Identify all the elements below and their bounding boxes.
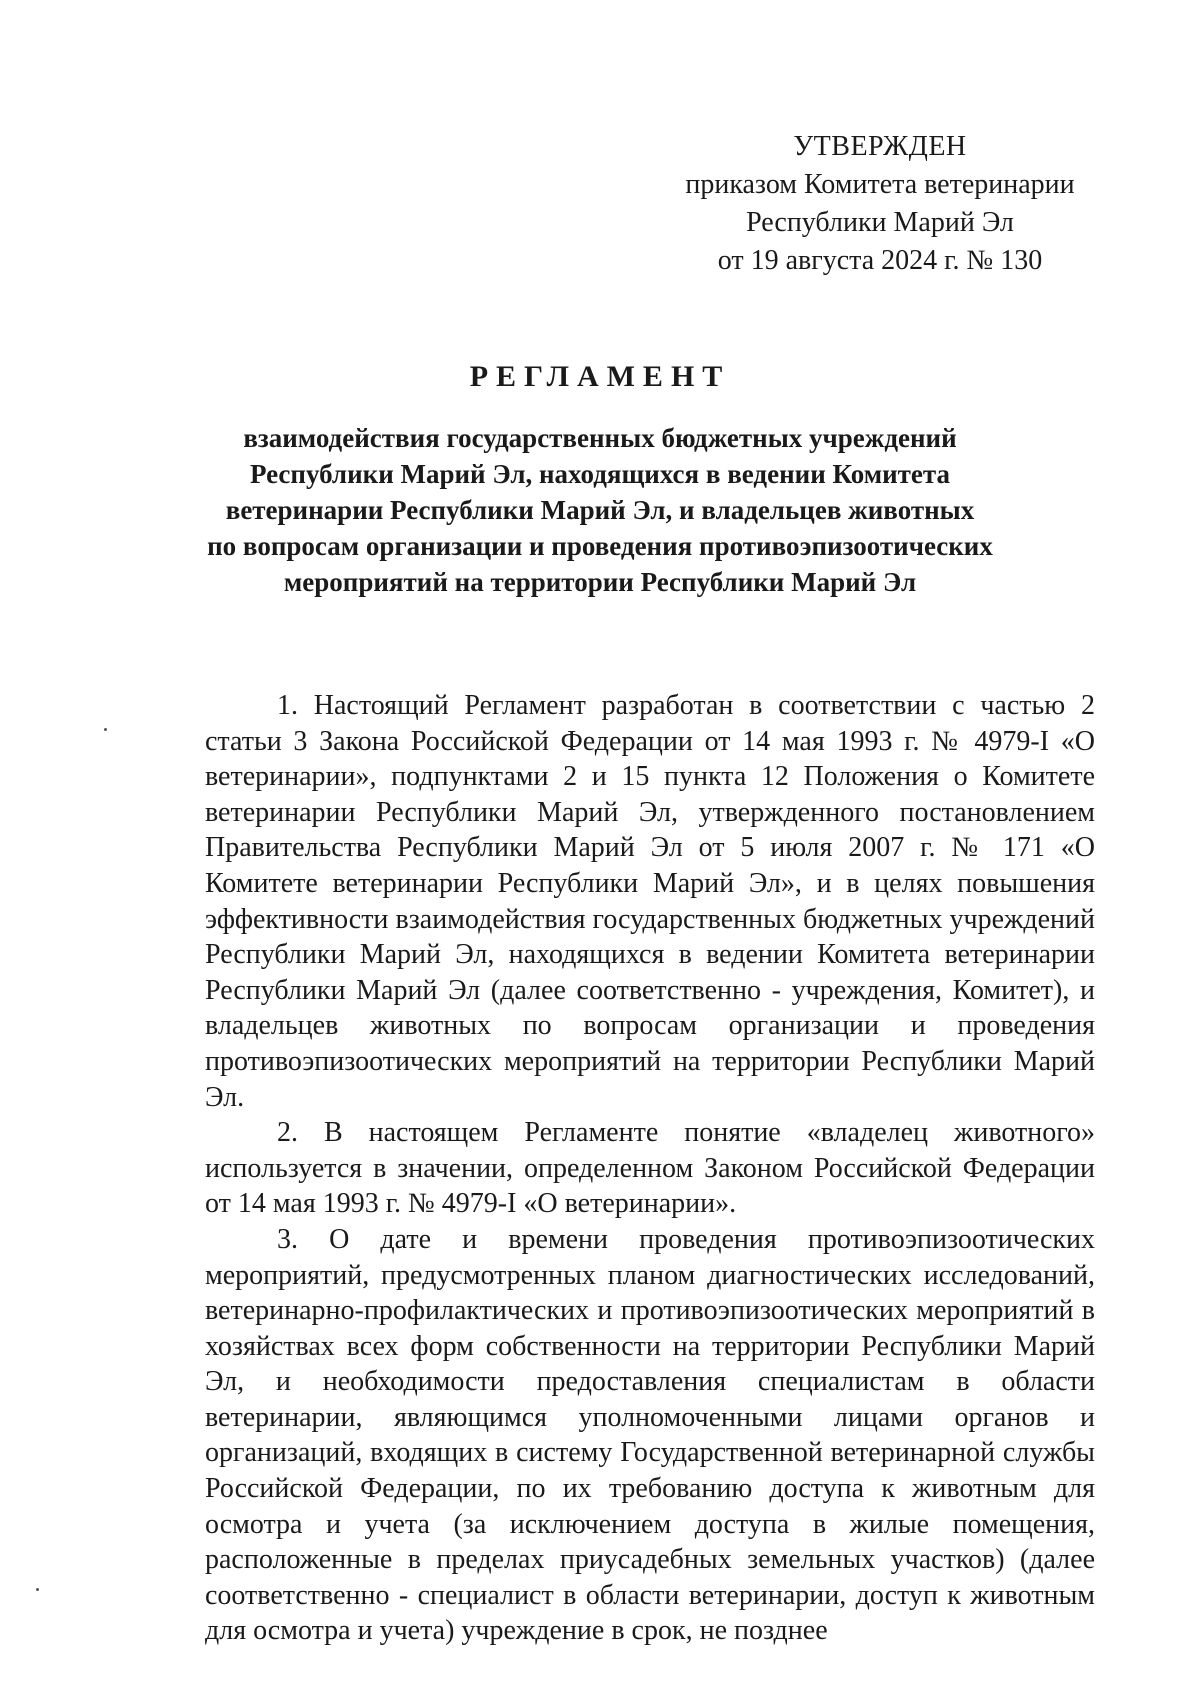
approval-title: УТВЕРЖДЕН <box>793 131 967 162</box>
document-subject <box>200 420 1000 600</box>
subject-line: ветеринарии Республики Марий Эл, и владельцев животных <box>225 495 975 525</box>
approval-line-3: от 19 августа 2024 г. № 130 <box>717 245 1043 276</box>
paragraph-3: 3. О дате и времени проведения противоэпизоотических мероприятий, предусмотренных планом диагностических исследований, ветеринарно-профилактических и противоэпизоотических мероприятий в хозяйствах всех форм собственности на территории Республики Марий Эл, и необходимости предоставления специалистам в области ветеринарии, являющимся уполномоченными лицами органов и организаций, входящих в систему Государственной ветеринарной службы Российской Федерации, по их требованию доступа к животным для осмотра и учета (за исключением доступа в жилые помещения, расположенные в пределах приусадебных земельных участков) (далее соответственно - специалист в области ветеринарии, доступ к животным для осмотра и учета) учреждение в срок, не позднее <box>205 1223 1095 1647</box>
paragraph-2: 2. В настоящем Регламенте понятие «владелец животного» используется в значении, определенном Законом Российской Федерации от 14 мая 1993 г. № 4979-I «О ветеринарии». <box>205 1117 1095 1220</box>
subject-line: мероприятий на территории Республики Марий Эл <box>283 567 917 597</box>
scan-speck <box>36 1588 39 1591</box>
subject-line: Республики Марий Эл, находящихся в ведении Комитета <box>249 459 951 489</box>
approval-line-1: приказом Комитета ветеринарии <box>685 169 1075 200</box>
approval-block <box>660 128 1100 280</box>
scan-speck <box>104 728 107 731</box>
document-body <box>205 688 1095 1649</box>
subject-line: взаимодействия государственных бюджетных учреждений <box>243 423 957 453</box>
subject-line: по вопросам организации и проведения противоэпизоотических <box>207 531 993 561</box>
document-type-heading: РЕГЛАМЕНТ <box>469 360 731 393</box>
approval-line-2: Республики Марий Эл <box>746 207 1014 238</box>
paragraph-1: 1. Настоящий Регламент разработан в соответствии с частью 2 статьи 3 Закона Российской Федерации от 14 мая 1993 г. № 4979-I «О ветеринарии», подпунктами 2 и 15 пункта 12 Положения о Комитете ветеринарии Республики Марий Эл, утвержденного постановлением Правительства Республики Марий Эл от 5 июля 2007 г. № 171 «О Комитете ветеринарии Республики Марий Эл», и в целях повышения эффективности взаимодействия государственных бюджетных учреждений Республики Марий Эл, находящихся в ведении Комитета ветеринарии Республики Марий Эл (далее соответственно - учреждения, Комитет), и владельцев животных по вопросам организации и проведения противоэпизоотических мероприятий на территории Республики Марий Эл. <box>205 690 1095 1113</box>
